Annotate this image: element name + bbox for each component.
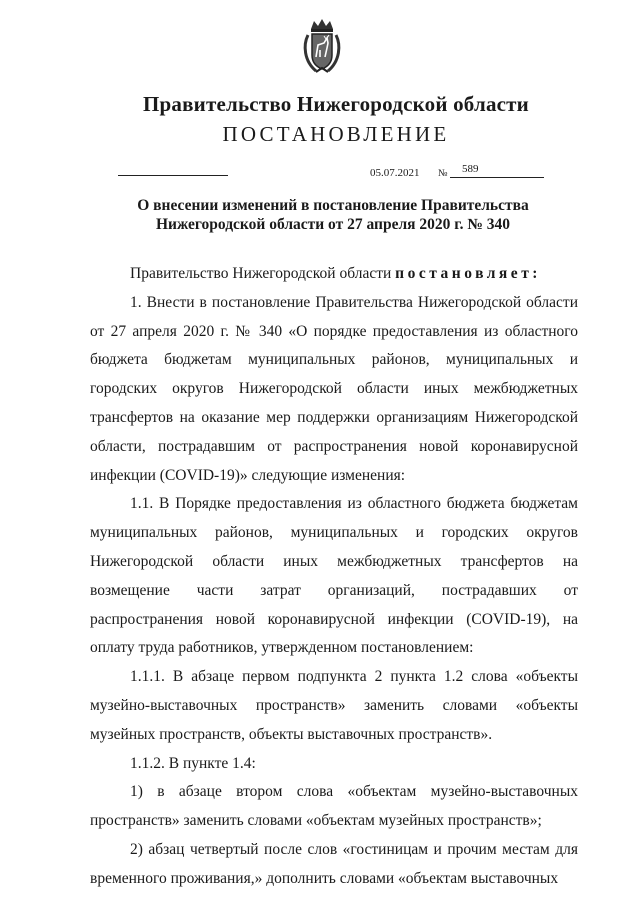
document-date: 05.07.2021	[370, 167, 420, 179]
paragraph-1-1: 1.1. В Порядке предоставления из областного бюджета бюджетам муниципальных районов, муниципальных и городских округов Нижегородской области иных межбюджетных трансфертов на возмещение части затрат организаций, пострадавших от распространения новой коронавирусной инфекции (COVID-19), на оплату труда работников, утвержденном постановлением:	[90, 495, 578, 657]
paragraph-1: 1. Внести в постановление Правительства Нижегородской области от 27 апреля 2020 г. № 340 «О порядке предоставления из областного бюджета бюджетам муниципальных районов, муниципальных и городских округов Нижегородской области иных межбюджетных трансфертов на оказание мер поддержки организациям Нижегородской области, пострадавшим от распространения новой коронавирусной инфекции (COVID-19)» следующие изменения:	[90, 293, 578, 484]
intro-prefix: Правительство Нижегородской области	[130, 265, 392, 282]
coat-of-arms-emblem	[302, 17, 342, 75]
document-subject	[100, 196, 566, 234]
document-type: ПОСТАНОВЛЕНИЕ	[222, 122, 450, 146]
subparagraph-1: 1) в абзаце втором слова «объектам музейно-выставочных пространств» заменить словами «объектам музейных пространств»;	[90, 783, 578, 830]
subparagraph-2: 2) абзац четвертый после слов «гостиницам и прочим местам для временного проживания,» дополнить словами «объектам выставочных	[90, 840, 578, 887]
intro-paragraph	[90, 260, 578, 289]
document-number: 589	[462, 163, 479, 175]
paragraph-1-1-1: 1.1.1. В абзаце первом подпункта 2 пункта 1.2 слова «объекты музейно-выставочных пространств» заменить словами «объекты музейных пространств, объекты выставочных пространств».	[90, 668, 578, 743]
paragraph-1-1-2: 1.1.2. В пункте 1.4:	[130, 754, 256, 772]
government-title: Правительство Нижегородской области	[143, 92, 529, 116]
subject-line-2: Нижегородской области от 27 апреля 2020 г. № 340	[155, 216, 511, 233]
blank-date-line	[118, 175, 228, 176]
subject-line-1: О внесении изменений в постановление Правительства	[137, 197, 529, 214]
document-body	[90, 260, 578, 894]
number-sign: №	[438, 168, 448, 179]
intro-action: постановляет:	[395, 265, 541, 282]
